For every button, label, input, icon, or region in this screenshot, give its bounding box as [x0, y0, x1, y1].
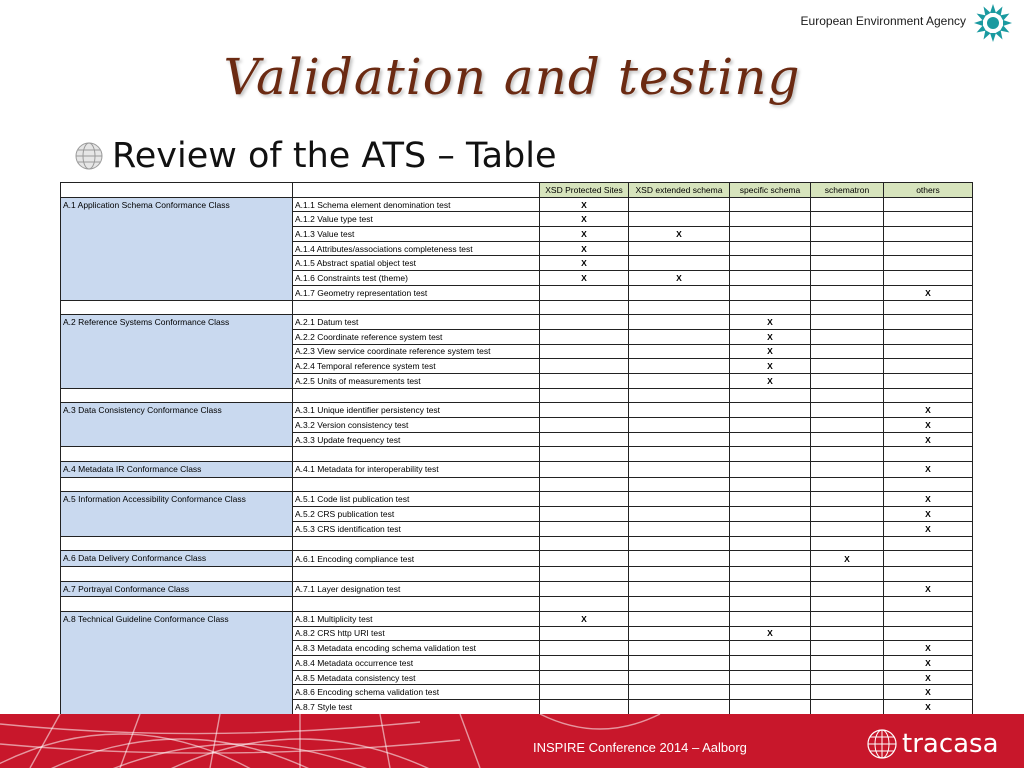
empty-cell: [540, 566, 629, 581]
test-name-cell: A.7.1 Layer designation test: [293, 581, 540, 597]
mark-cell: [811, 271, 884, 286]
mark-cell: X: [884, 670, 973, 685]
test-name-cell: A.5.2 CRS publication test: [293, 507, 540, 522]
empty-cell: [884, 597, 973, 612]
test-name-cell: A.5.1 Code list publication test: [293, 492, 540, 507]
mark-cell: X: [884, 403, 973, 418]
mark-cell: [730, 227, 811, 242]
column-header: [61, 183, 293, 198]
mark-cell: [629, 507, 730, 522]
test-name-cell: A.1.5 Abstract spatial object test: [293, 256, 540, 271]
slide-title: Validation and testing: [223, 48, 801, 106]
empty-cell: [540, 597, 629, 612]
empty-cell: [61, 447, 293, 462]
test-name-cell: A.2.3 View service coordinate reference system test: [293, 344, 540, 359]
mark-cell: [811, 418, 884, 433]
mark-cell: [629, 611, 730, 626]
mark-cell: [811, 227, 884, 242]
mark-cell: X: [884, 432, 973, 447]
mark-cell: [884, 344, 973, 359]
mark-cell: [884, 611, 973, 626]
mark-cell: [884, 315, 973, 330]
spacer-row: [61, 447, 973, 462]
mark-cell: [730, 241, 811, 256]
mark-cell: [884, 241, 973, 256]
mark-cell: [629, 492, 730, 507]
mark-cell: [730, 271, 811, 286]
mark-cell: [629, 626, 730, 641]
empty-cell: [61, 536, 293, 551]
column-header: XSD Protected Sites: [540, 183, 629, 198]
mark-cell: [884, 551, 973, 567]
conformance-class-cell: A.2 Reference Systems Conformance Class: [61, 315, 293, 388]
mark-cell: [629, 403, 730, 418]
empty-cell: [730, 300, 811, 315]
mark-cell: [629, 581, 730, 597]
mark-cell: X: [730, 359, 811, 374]
mark-cell: [730, 656, 811, 671]
test-name-cell: A.1.4 Attributes/associations completeness test: [293, 241, 540, 256]
mark-cell: [730, 551, 811, 567]
test-name-cell: A.2.2 Coordinate reference system test: [293, 329, 540, 344]
mark-cell: X: [540, 271, 629, 286]
spacer-row: [61, 536, 973, 551]
mark-cell: [730, 641, 811, 656]
mark-cell: [730, 462, 811, 478]
empty-cell: [61, 566, 293, 581]
mark-cell: [811, 626, 884, 641]
mark-cell: [540, 685, 629, 700]
mark-cell: [884, 197, 973, 212]
mark-cell: [629, 344, 730, 359]
mark-cell: [629, 521, 730, 536]
column-header: others: [884, 183, 973, 198]
empty-cell: [730, 536, 811, 551]
test-name-cell: A.8.4 Metadata occurrence test: [293, 656, 540, 671]
empty-cell: [540, 300, 629, 315]
table-row: [61, 197, 973, 212]
mark-cell: X: [811, 551, 884, 567]
column-header: specific schema: [730, 183, 811, 198]
mark-cell: [540, 551, 629, 567]
column-header: XSD extended schema: [629, 183, 730, 198]
empty-cell: [811, 536, 884, 551]
mark-cell: [811, 241, 884, 256]
empty-cell: [629, 597, 730, 612]
test-name-cell: A.3.2 Version consistency test: [293, 418, 540, 433]
table-row: [61, 492, 973, 507]
empty-cell: [540, 447, 629, 462]
mark-cell: [884, 373, 973, 388]
empty-cell: [293, 447, 540, 462]
test-name-cell: A.1.6 Constraints test (theme): [293, 271, 540, 286]
mark-cell: [730, 521, 811, 536]
mark-cell: [629, 656, 730, 671]
mark-cell: X: [730, 344, 811, 359]
mark-cell: X: [730, 315, 811, 330]
mark-cell: [811, 373, 884, 388]
mark-cell: [811, 581, 884, 597]
mark-cell: [884, 271, 973, 286]
mark-cell: [540, 700, 629, 715]
conformance-class-cell: A.7 Portrayal Conformance Class: [61, 581, 293, 597]
mark-cell: [811, 315, 884, 330]
test-name-cell: A.1.3 Value test: [293, 227, 540, 242]
mark-cell: [540, 641, 629, 656]
mark-cell: X: [884, 641, 973, 656]
empty-cell: [811, 477, 884, 492]
mark-cell: [629, 373, 730, 388]
empty-cell: [540, 536, 629, 551]
globe-bullet-icon: [74, 141, 104, 171]
empty-cell: [293, 477, 540, 492]
mark-cell: [811, 256, 884, 271]
test-name-cell: A.1.2 Value type test: [293, 212, 540, 227]
mark-cell: [730, 256, 811, 271]
mark-cell: [811, 641, 884, 656]
mark-cell: [540, 670, 629, 685]
mark-cell: X: [884, 685, 973, 700]
mark-cell: [540, 507, 629, 522]
mark-cell: [730, 285, 811, 300]
test-name-cell: A.1.7 Geometry representation test: [293, 285, 540, 300]
empty-cell: [629, 300, 730, 315]
test-name-cell: A.8.5 Metadata consistency test: [293, 670, 540, 685]
mark-cell: [730, 611, 811, 626]
empty-cell: [293, 566, 540, 581]
mark-cell: [629, 418, 730, 433]
mark-cell: [629, 212, 730, 227]
empty-cell: [629, 447, 730, 462]
mark-cell: X: [730, 626, 811, 641]
mark-cell: X: [884, 462, 973, 478]
test-name-cell: A.8.6 Encoding schema validation test: [293, 685, 540, 700]
spacer-row: [61, 388, 973, 403]
empty-cell: [293, 300, 540, 315]
mark-cell: [811, 344, 884, 359]
mark-cell: [730, 212, 811, 227]
test-name-cell: A.5.3 CRS identification test: [293, 521, 540, 536]
test-name-cell: A.3.1 Unique identifier persistency test: [293, 403, 540, 418]
ats-table: [60, 182, 973, 715]
test-name-cell: A.2.4 Temporal reference system test: [293, 359, 540, 374]
empty-cell: [730, 597, 811, 612]
mark-cell: [811, 521, 884, 536]
test-name-cell: A.8.2 CRS http URI test: [293, 626, 540, 641]
subtitle-text: Review of the ATS – Table: [112, 136, 557, 176]
mark-cell: X: [540, 611, 629, 626]
test-name-cell: A.8.7 Style test: [293, 700, 540, 715]
mark-cell: [629, 197, 730, 212]
mark-cell: X: [629, 227, 730, 242]
spacer-row: [61, 477, 973, 492]
mark-cell: [730, 418, 811, 433]
empty-cell: [629, 388, 730, 403]
mark-cell: X: [540, 197, 629, 212]
table-row: [61, 551, 973, 567]
empty-cell: [61, 477, 293, 492]
mark-cell: [811, 462, 884, 478]
conformance-class-cell: A.8 Technical Guideline Conformance Class: [61, 611, 293, 714]
mark-cell: [540, 403, 629, 418]
empty-cell: [540, 388, 629, 403]
mark-cell: [629, 462, 730, 478]
empty-cell: [540, 477, 629, 492]
mark-cell: [629, 315, 730, 330]
empty-cell: [730, 447, 811, 462]
mark-cell: [540, 521, 629, 536]
mark-cell: [884, 227, 973, 242]
brand-text: tracasa: [902, 729, 999, 759]
mark-cell: [811, 507, 884, 522]
empty-cell: [61, 388, 293, 403]
test-name-cell: A.6.1 Encoding compliance test: [293, 551, 540, 567]
tracasa-logo: [866, 728, 999, 760]
mark-cell: [884, 359, 973, 374]
test-name-cell: A.8.1 Multiplicity test: [293, 611, 540, 626]
mark-cell: [811, 432, 884, 447]
empty-cell: [884, 388, 973, 403]
mark-cell: [811, 656, 884, 671]
mark-cell: [629, 670, 730, 685]
mark-cell: [811, 212, 884, 227]
mark-cell: [811, 329, 884, 344]
mark-cell: [629, 700, 730, 715]
spacer-row: [61, 566, 973, 581]
table-row: [61, 581, 973, 597]
conformance-class-cell: A.4 Metadata IR Conformance Class: [61, 462, 293, 478]
table-row: [61, 462, 973, 478]
mark-cell: [730, 700, 811, 715]
empty-cell: [629, 536, 730, 551]
mark-cell: [730, 670, 811, 685]
empty-cell: [61, 597, 293, 612]
column-header: schematron: [811, 183, 884, 198]
mark-cell: [629, 285, 730, 300]
mark-cell: X: [540, 241, 629, 256]
test-name-cell: A.2.1 Datum test: [293, 315, 540, 330]
mark-cell: [629, 359, 730, 374]
mark-cell: [540, 344, 629, 359]
empty-cell: [629, 566, 730, 581]
mark-cell: [629, 551, 730, 567]
mark-cell: [540, 315, 629, 330]
mark-cell: X: [629, 271, 730, 286]
mark-cell: X: [540, 227, 629, 242]
mark-cell: [884, 626, 973, 641]
mark-cell: X: [884, 507, 973, 522]
mark-cell: [884, 329, 973, 344]
mark-cell: [540, 462, 629, 478]
mark-cell: [811, 700, 884, 715]
mark-cell: [540, 492, 629, 507]
empty-cell: [884, 536, 973, 551]
mark-cell: [540, 373, 629, 388]
empty-cell: [293, 536, 540, 551]
mark-cell: [811, 403, 884, 418]
mark-cell: X: [884, 700, 973, 715]
mark-cell: X: [884, 521, 973, 536]
conformance-class-cell: A.5 Information Accessibility Conformance Class: [61, 492, 293, 536]
mark-cell: [811, 685, 884, 700]
mark-cell: [629, 329, 730, 344]
mark-cell: X: [540, 212, 629, 227]
empty-cell: [811, 300, 884, 315]
table-header-row: [61, 183, 973, 198]
mark-cell: [629, 641, 730, 656]
empty-cell: [884, 566, 973, 581]
mark-cell: [540, 626, 629, 641]
mark-cell: [730, 432, 811, 447]
empty-cell: [730, 388, 811, 403]
mark-cell: X: [884, 418, 973, 433]
mark-cell: [811, 197, 884, 212]
conformance-class-cell: A.6 Data Delivery Conformance Class: [61, 551, 293, 567]
mark-cell: [629, 432, 730, 447]
mark-cell: [730, 507, 811, 522]
mark-cell: [540, 418, 629, 433]
mark-cell: X: [730, 329, 811, 344]
conformance-class-cell: A.1 Application Schema Conformance Class: [61, 197, 293, 300]
empty-cell: [61, 300, 293, 315]
mark-cell: [884, 212, 973, 227]
test-name-cell: A.3.3 Update frequency test: [293, 432, 540, 447]
empty-cell: [293, 388, 540, 403]
mark-cell: [811, 670, 884, 685]
mark-cell: [811, 611, 884, 626]
table-row: [61, 611, 973, 626]
empty-cell: [629, 477, 730, 492]
mark-cell: [884, 256, 973, 271]
mark-cell: [540, 329, 629, 344]
empty-cell: [730, 477, 811, 492]
mark-cell: [629, 256, 730, 271]
empty-cell: [811, 388, 884, 403]
mark-cell: [540, 581, 629, 597]
mark-cell: X: [884, 581, 973, 597]
empty-cell: [884, 447, 973, 462]
mark-cell: [811, 492, 884, 507]
conformance-class-cell: A.3 Data Consistency Conformance Class: [61, 403, 293, 447]
mark-cell: [540, 656, 629, 671]
empty-cell: [811, 447, 884, 462]
empty-cell: [293, 597, 540, 612]
mark-cell: [540, 432, 629, 447]
mark-cell: [629, 685, 730, 700]
test-name-cell: A.2.5 Units of measurements test: [293, 373, 540, 388]
spacer-row: [61, 597, 973, 612]
mark-cell: X: [730, 373, 811, 388]
agency-name: European Environment Agency: [800, 14, 966, 28]
empty-cell: [811, 597, 884, 612]
table-row: [61, 315, 973, 330]
mark-cell: [730, 685, 811, 700]
conference-label: INSPIRE Conference 2014 – Aalborg: [533, 740, 747, 755]
spacer-row: [61, 300, 973, 315]
mark-cell: [730, 197, 811, 212]
test-name-cell: A.4.1 Metadata for interoperability test: [293, 462, 540, 478]
empty-cell: [884, 477, 973, 492]
slide-subtitle: [74, 136, 557, 176]
mark-cell: [540, 359, 629, 374]
mark-cell: [540, 285, 629, 300]
mark-cell: X: [884, 285, 973, 300]
mark-cell: [730, 492, 811, 507]
mark-cell: X: [884, 656, 973, 671]
empty-cell: [730, 566, 811, 581]
column-header: [293, 183, 540, 198]
empty-cell: [811, 566, 884, 581]
table-row: [61, 403, 973, 418]
empty-cell: [884, 300, 973, 315]
test-name-cell: A.8.3 Metadata encoding schema validation test: [293, 641, 540, 656]
mark-cell: X: [540, 256, 629, 271]
mark-cell: [730, 403, 811, 418]
mark-cell: X: [884, 492, 973, 507]
test-name-cell: A.1.1 Schema element denomination test: [293, 197, 540, 212]
globe-grid-icon: [866, 728, 898, 760]
mark-cell: [730, 581, 811, 597]
mark-cell: [629, 241, 730, 256]
mark-cell: [811, 359, 884, 374]
mark-cell: [811, 285, 884, 300]
eea-sun-logo-icon: [972, 2, 1014, 44]
